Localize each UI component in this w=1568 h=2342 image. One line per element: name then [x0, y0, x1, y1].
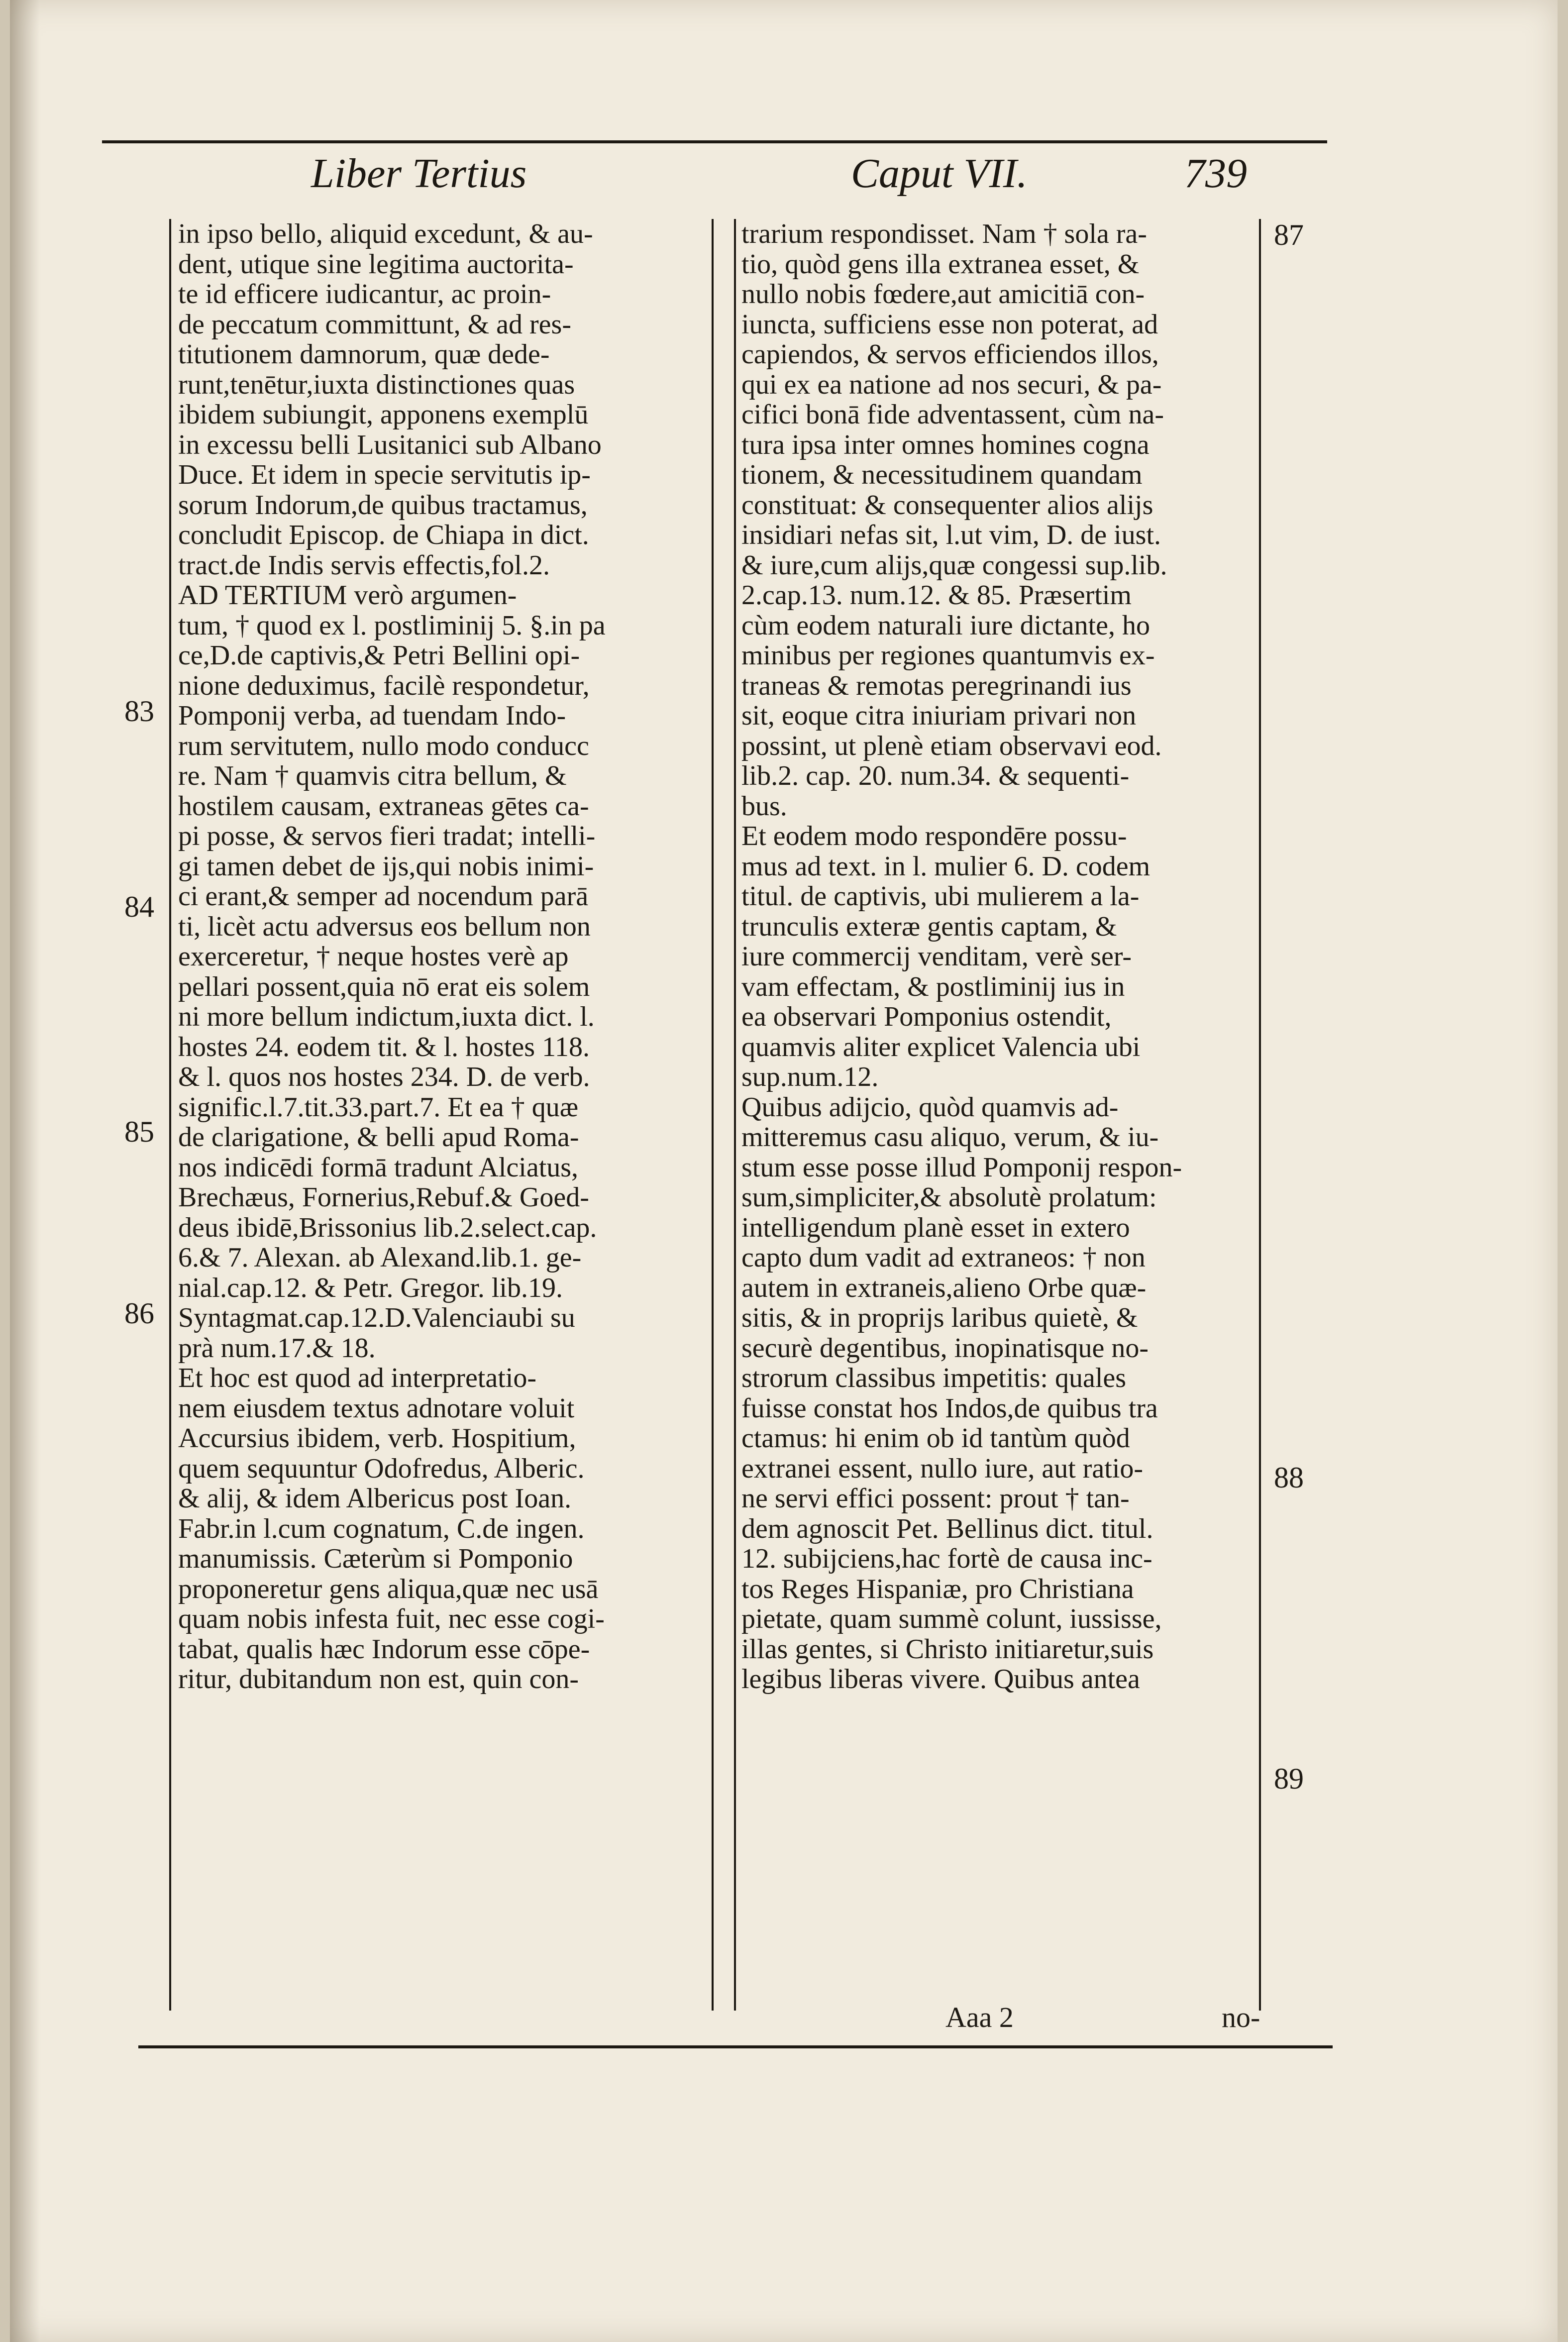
text-line: gi tamen debet de ijs,qui nobis inimi- — [178, 851, 594, 881]
text-line: Et eodem modo respondēre possu- — [741, 821, 1127, 852]
text-line: vam effectam, & postliminij ius in — [741, 971, 1125, 1002]
text-line: ctamus: hi enim ob id tantùm quòd — [741, 1423, 1130, 1454]
text-line: sum,simpliciter,& absolutè prolatum: — [741, 1182, 1157, 1213]
text-line: re. Nam † quamvis citra bellum, & — [178, 761, 567, 791]
text-line: minibus per regiones quantumvis ex- — [741, 640, 1155, 671]
text-line: Accursius ibidem, verb. Hospitium, — [178, 1423, 576, 1454]
text-line: ritur, dubitandum non est, quin con- — [178, 1664, 579, 1695]
text-line: & alij, & idem Albericus post Ioan. — [178, 1484, 572, 1514]
text-line: quamvis aliter explicet Valencia ubi — [741, 1032, 1141, 1062]
text-line: capiendos, & servos efficiendos illos, — [741, 339, 1159, 370]
text-line: iuncta, sufficiens esse non poterat, ad — [741, 309, 1158, 339]
text-line: mus ad text. in l. mulier 6. D. codem — [741, 851, 1150, 881]
text-line: Duce. Et idem in specie servitutis ip- — [178, 460, 591, 490]
text-line: rum servitutem, nullo modo conducc — [178, 731, 589, 761]
text-line: stum esse posse illud Pomponij respon- — [741, 1152, 1182, 1182]
text-line: fuisse constat hos Indos,de quibus tra — [741, 1393, 1158, 1423]
page-number: 739 — [1184, 150, 1247, 197]
text-line: nem eiusdem textus adnotare voluit — [178, 1393, 575, 1423]
text-line: tio, quòd gens illa extranea esset, & — [741, 249, 1140, 279]
running-head-left: Liber Tertius — [311, 150, 527, 197]
margin-number: 83 — [124, 695, 154, 728]
text-line: hostes 24. eodem tit. & l. hostes 118. — [178, 1032, 590, 1062]
text-line: ti, licèt actu adversus eos bellum non — [178, 911, 591, 942]
bottom-rule — [138, 2045, 1333, 2048]
text-line: sorum Indorum,de quibus tractamus, — [178, 490, 588, 520]
text-line: 12. subijciens,hac fortè de causa inc- — [741, 1544, 1152, 1574]
text-line: de peccatum committunt, & ad res- — [178, 309, 571, 339]
text-line: possint, ut plenè etiam observavi eod. — [741, 731, 1162, 761]
text-line: tract.de Indis servis effectis,fol.2. — [178, 550, 550, 580]
text-line: sup.num.12. — [741, 1062, 879, 1092]
text-line: dem agnoscit Pet. Bellinus dict. titul. — [741, 1513, 1153, 1544]
text-line: tum, † quod ex l. postliminij 5. §.in pa — [178, 610, 606, 640]
text-line: ce,D.de captivis,& Petri Bellini opi- — [178, 640, 580, 671]
right-column-rule-inner — [734, 219, 736, 2011]
running-head-chapter: Caput VII. — [851, 150, 1028, 197]
text-line: Pomponij verba, ad tuendam Indo- — [178, 701, 566, 731]
header-rule — [102, 140, 1327, 143]
text-line: qui ex ea natione ad nos securi, & pa- — [741, 369, 1162, 400]
right-column-rule-outer — [1259, 219, 1261, 2011]
text-line: Syntagmat.cap.12.D.Valenciaubi su — [178, 1303, 575, 1333]
text-line: bus. — [741, 791, 787, 821]
spine-shadow — [10, 0, 40, 2342]
text-line: AD TERTIUM verò argumen- — [178, 580, 517, 611]
text-line: & iure,cum alijs,quæ congessi sup.lib. — [741, 550, 1167, 580]
right-text-column — [741, 219, 1256, 1695]
text-line: runt,tenētur,iuxta distinctiones quas — [178, 369, 575, 400]
text-line: strorum classibus impetitis: quales — [741, 1363, 1127, 1393]
text-line: in excessu belli Lusitanici sub Albano — [178, 429, 602, 460]
text-line: ibidem subiungit, apponens exemplū — [178, 400, 589, 430]
margin-number: 84 — [124, 890, 154, 923]
text-line: securè degentibus, inopinatisque no- — [741, 1333, 1149, 1363]
text-line: pietate, quam summè colunt, iussisse, — [741, 1604, 1162, 1634]
text-line: ea observari Pomponius ostendit, — [741, 1002, 1112, 1032]
text-line: cùm eodem naturali iure dictante, ho — [741, 610, 1150, 640]
signature-mark: Aaa 2 — [945, 2001, 1014, 2033]
text-line: lib.2. cap. 20. num.34. & sequenti- — [741, 761, 1130, 791]
text-line: trunculis exteræ gentis captam, & — [741, 911, 1117, 942]
text-line: tos Reges Hispaniæ, pro Christiana — [741, 1574, 1134, 1604]
text-line: quem sequuntur Odofredus, Alberic. — [178, 1453, 585, 1484]
text-line: cifici bonā fide adventassent, cùm na- — [741, 400, 1164, 430]
text-line: ci erant,& semper ad nocendum parā — [178, 881, 589, 912]
catchword: no- — [1222, 2001, 1260, 2033]
text-line: sit, eoque citra iniuriam privari non — [741, 701, 1137, 731]
left-text-column — [178, 219, 708, 1695]
margin-number: 86 — [124, 1297, 154, 1330]
text-line: tionem, & necessitudinem quandam — [741, 460, 1143, 490]
text-line: concludit Episcop. de Chiapa in dict. — [178, 520, 589, 550]
text-line: trarium respondisset. Nam † sola ra- — [741, 219, 1147, 249]
text-line: te id efficere iudicantur, ac proin- — [178, 279, 551, 310]
text-line: ne servi effici possent: prout † tan- — [741, 1484, 1130, 1514]
text-line: nione deduximus, facilè respondetur, — [178, 670, 590, 701]
text-line: quam nobis infesta fuit, nec esse cogi- — [178, 1604, 605, 1634]
text-line: exerceretur, † neque hostes verè ap — [178, 942, 569, 972]
text-line: ni more bellum indictum,iuxta dict. l. — [178, 1002, 595, 1032]
text-line: signific.l.7.tit.33.part.7. Et ea † quæ — [178, 1092, 579, 1122]
text-line: 6.& 7. Alexan. ab Alexand.lib.1. ge- — [178, 1243, 582, 1273]
left-column-rule-inner — [712, 219, 714, 2011]
text-line: traneas & remotas peregrinandi ius — [741, 670, 1132, 701]
margin-number: 87 — [1274, 218, 1304, 251]
text-line: legibus liberas vivere. Quibus antea — [741, 1664, 1140, 1695]
text-line: & l. quos nos hostes 234. D. de verb. — [178, 1062, 590, 1092]
text-line: intelligendum planè esset in extero — [741, 1212, 1130, 1243]
margin-number: 85 — [124, 1115, 154, 1148]
text-line: Brechæus, Fornerius,Rebuf.& Goed- — [178, 1182, 589, 1213]
text-line: manumissis. Cæterùm si Pomponio — [178, 1544, 573, 1574]
text-line: Et hoc est quod ad interpretatio- — [178, 1363, 536, 1393]
text-line: tabat, qualis hæc Indorum esse cōpe- — [178, 1634, 590, 1664]
text-line: deus ibidē,Brissonius lib.2.select.cap. — [178, 1212, 597, 1243]
text-line: iure commercij venditam, verè ser- — [741, 942, 1132, 972]
text-line: sitis, & in proprijs laribus quietè, & — [741, 1303, 1138, 1333]
text-line: Quibus adijcio, quòd quamvis ad- — [741, 1092, 1119, 1122]
text-line: dent, utique sine legitima auctorita- — [178, 249, 574, 279]
text-line: pellari possent,quia nō erat eis solem — [178, 971, 590, 1002]
text-line: de clarigatione, & belli apud Roma- — [178, 1122, 579, 1153]
text-line: 2.cap.13. num.12. & 85. Præsertim — [741, 580, 1132, 611]
text-line: tura ipsa inter omnes homines cogna — [741, 429, 1150, 460]
text-line: mitteremus casu aliquo, verum, & iu- — [741, 1122, 1159, 1153]
book-page — [10, 0, 1558, 2342]
margin-number: 89 — [1274, 1762, 1304, 1795]
text-line: extranei essent, nullo iure, aut ratio- — [741, 1453, 1144, 1484]
left-column-rule-outer — [169, 219, 171, 2011]
text-line: proponeretur gens aliqua,quæ nec usā — [178, 1574, 599, 1604]
margin-number: 88 — [1274, 1461, 1304, 1494]
text-line: nos indicēdi formā tradunt Alciatus, — [178, 1152, 579, 1182]
text-line: in ipso bello, aliquid excedunt, & au- — [178, 219, 593, 249]
text-line: capto dum vadit ad extraneos: † non — [741, 1243, 1146, 1273]
text-line: pi posse, & servos fieri tradat; intelli- — [178, 821, 596, 852]
text-line: autem in extraneis,alieno Orbe quæ- — [741, 1273, 1147, 1303]
text-line: hostilem causam, extraneas gētes ca- — [178, 791, 589, 821]
text-line: prà num.17.& 18. — [178, 1333, 376, 1363]
text-line: insidiari nefas sit, l.ut vim, D. de iust. — [741, 520, 1161, 550]
text-line: constituat: & consequenter alios alijs — [741, 490, 1153, 520]
text-line: titul. de captivis, ubi mulierem a la- — [741, 881, 1140, 912]
text-line: nullo nobis fœdere,aut amicitiā con- — [741, 279, 1145, 310]
text-line: Fabr.in l.cum cognatum, C.de ingen. — [178, 1513, 585, 1544]
text-line: nial.cap.12. & Petr. Gregor. lib.19. — [178, 1273, 563, 1303]
text-line: titutionem damnorum, quæ dede- — [178, 339, 550, 370]
text-line: illas gentes, si Christo initiaretur,suis — [741, 1634, 1154, 1664]
